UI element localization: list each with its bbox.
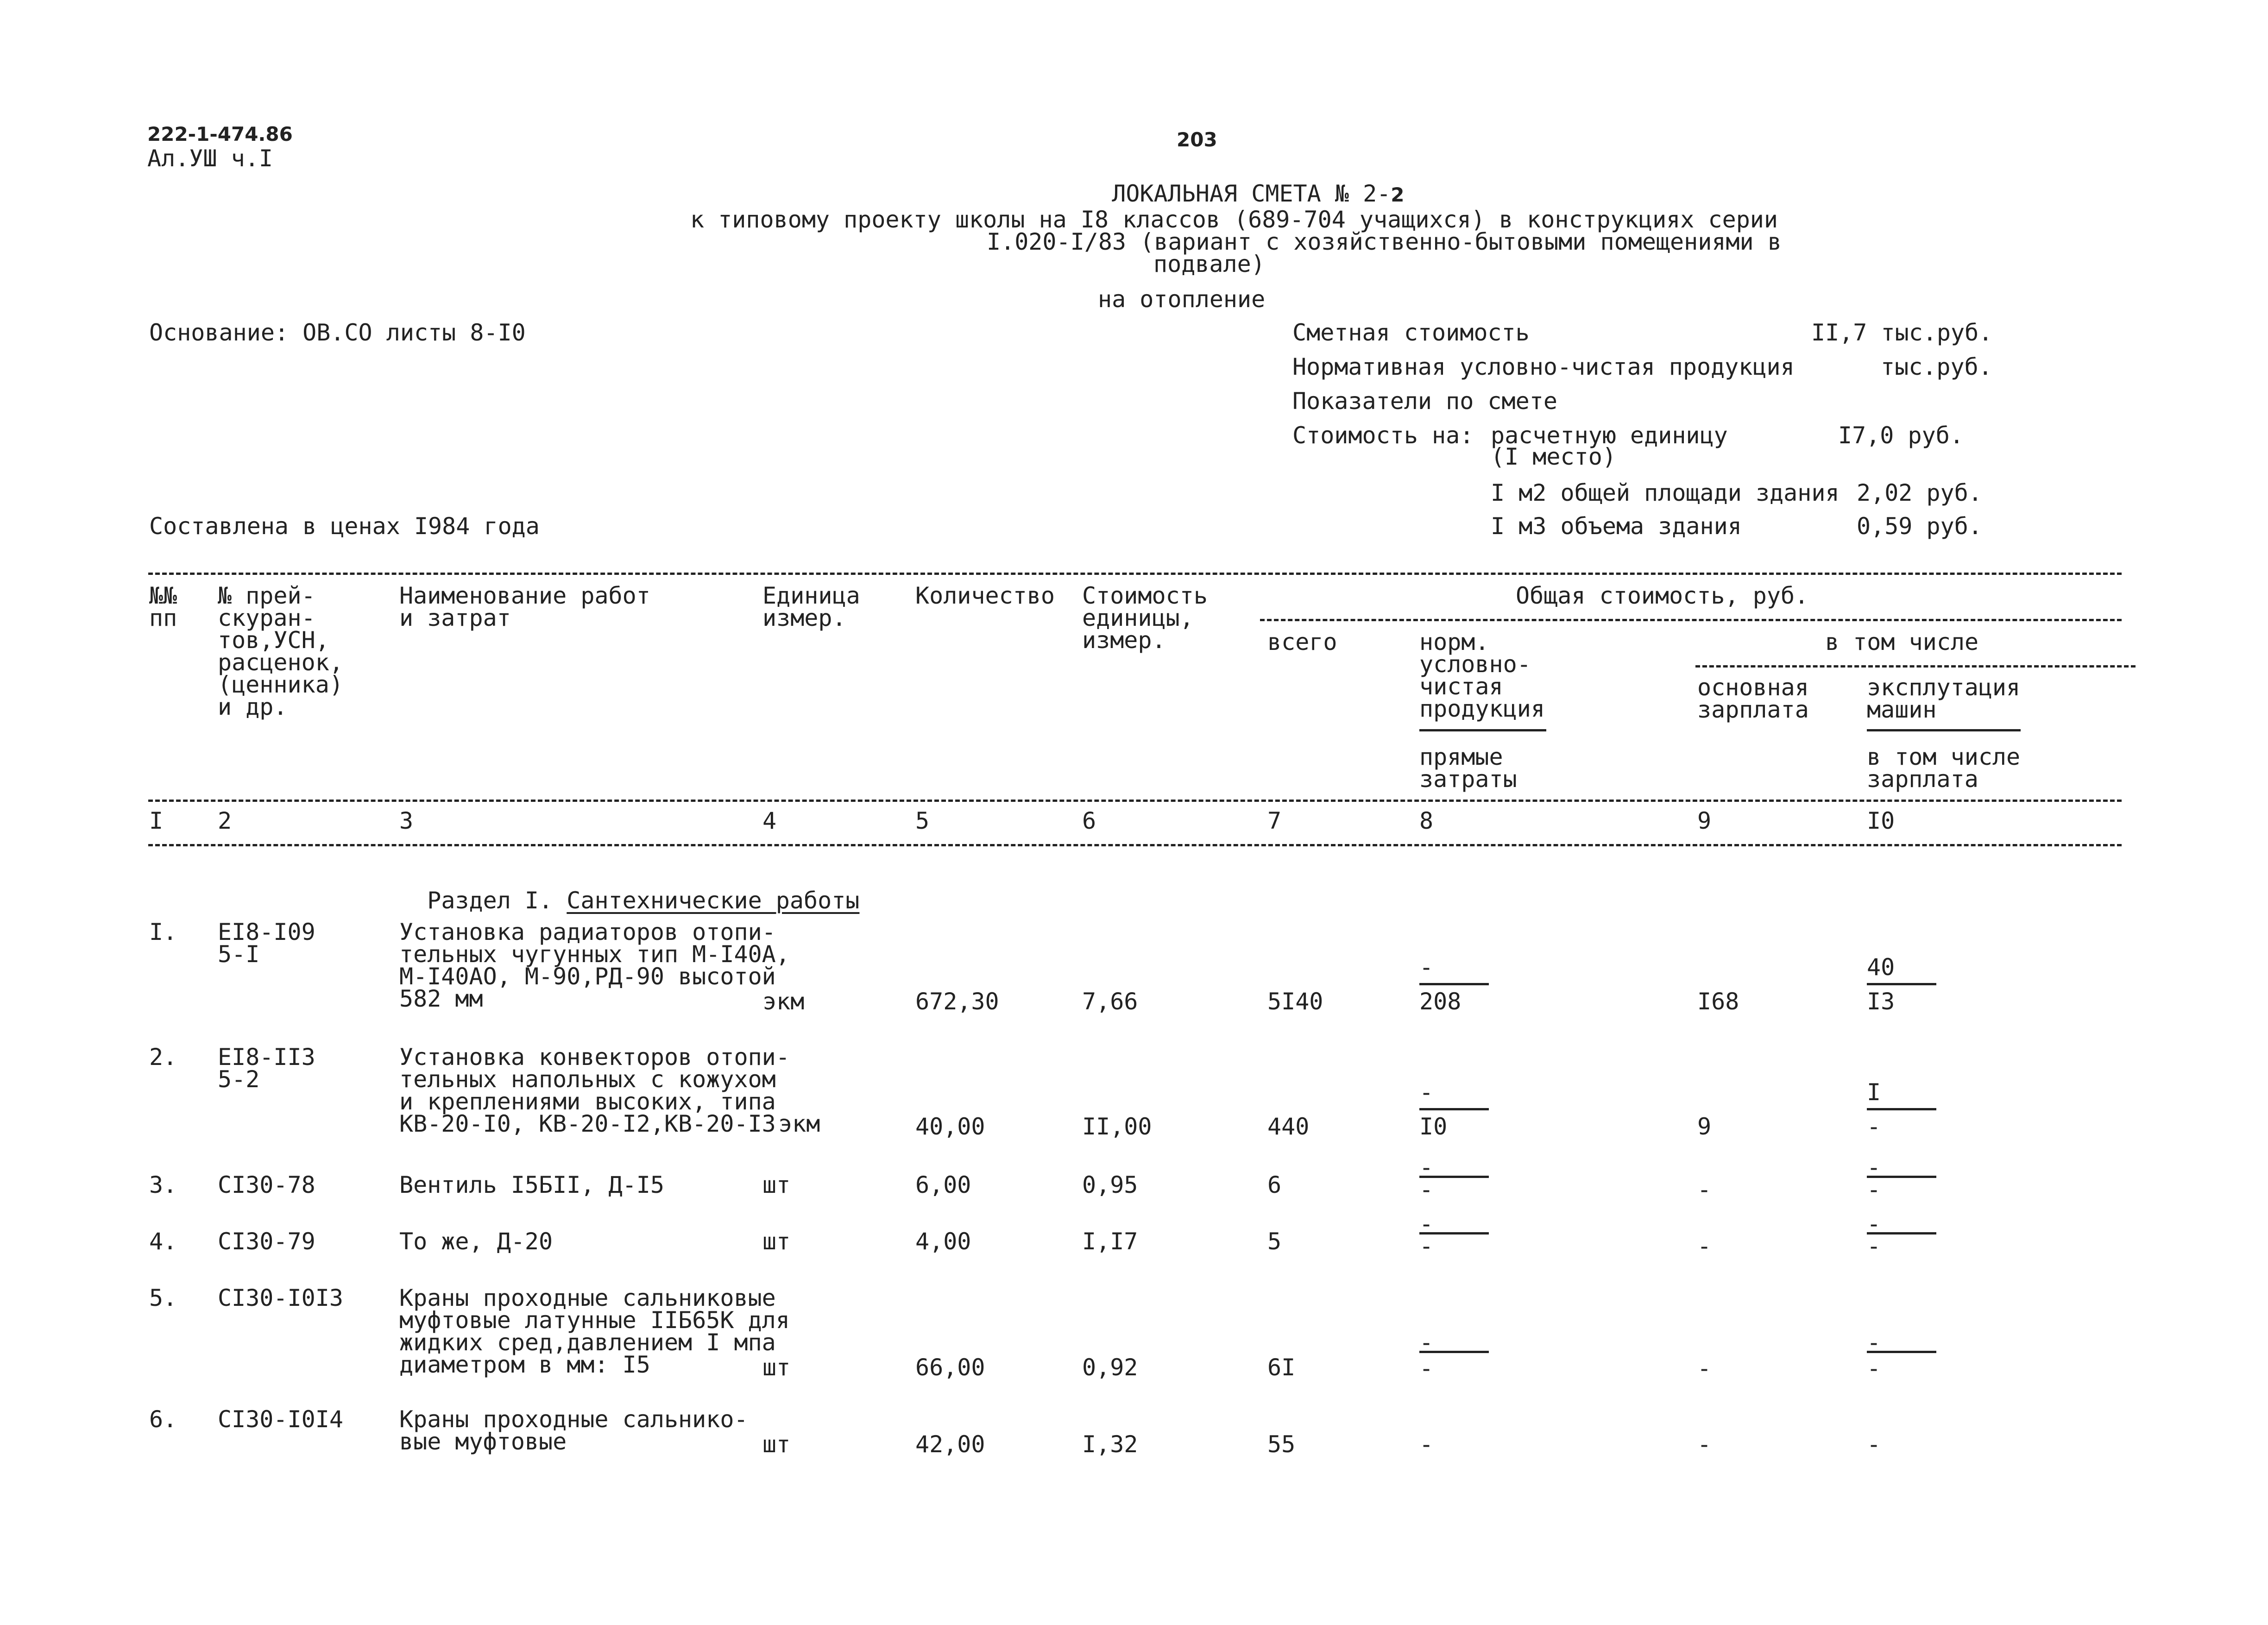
header-machine-rule	[1867, 729, 2021, 731]
row-quantity: 66,00	[915, 1354, 985, 1381]
included-rule	[1695, 665, 2136, 668]
row-base-salary: -	[1697, 1233, 1712, 1260]
header-included: в том числе	[1825, 629, 1979, 655]
page-title-prefix: ЛОКАЛЬНАЯ СМЕТА № 2-	[1112, 180, 1391, 207]
header-unit: Единица измер.	[762, 582, 860, 631]
column-number: 9	[1697, 807, 1712, 834]
row-unit: шт	[762, 1228, 791, 1255]
row-quantity: 42,00	[915, 1431, 985, 1458]
row-name: Краны проходные сальниковые муфтовые латунные IIБ65К для жидких сред,давлением I мпа диаметром в мм: I5	[399, 1285, 790, 1378]
row-unit: экм	[762, 988, 805, 1015]
row-base-salary: -	[1697, 1355, 1712, 1382]
row-name: Установка конвекторов отопи- тельных напольных с кожухом и креплениями высоких, типа КВ-20-I0, КВ-20-I2,КВ-20-I3	[399, 1044, 790, 1137]
section-prefix: Раздел I.	[427, 887, 567, 914]
album-label: Ал.УШ ч.I	[147, 145, 273, 172]
indicators-label: Показатели по смете	[1292, 388, 1557, 415]
total-cost-rule	[1260, 619, 2122, 621]
normative-label: Нормативная условно-чистая продукция	[1292, 353, 1795, 380]
row-unit-price: 0,92	[1082, 1354, 1138, 1381]
column-number: 2	[218, 807, 232, 834]
column-number: 3	[399, 807, 414, 834]
row-quantity: 6,00	[915, 1172, 971, 1198]
header-quantity: Количество	[915, 582, 1055, 609]
column-number: 5	[915, 807, 930, 834]
row-unit-price: II,00	[1082, 1113, 1152, 1140]
estimated-cost-label: Сметная стоимость	[1292, 319, 1530, 346]
columns-bottom-rule	[148, 800, 2122, 802]
column-number: I	[149, 807, 164, 834]
fraction-line	[1867, 1351, 1936, 1353]
row-quantity: 40,00	[915, 1113, 985, 1140]
row-number: 5.	[149, 1285, 177, 1311]
row-number: 6.	[149, 1406, 177, 1433]
row-normative: -	[1419, 1329, 1434, 1356]
row-number: 2.	[149, 1044, 177, 1071]
basis-text: Основание: ОВ.СО листы 8-I0	[149, 319, 526, 346]
row-name: Вентиль I5БII, Д-I5	[399, 1172, 664, 1198]
row-total: 440	[1267, 1113, 1310, 1140]
row-direct-costs: -	[1419, 1233, 1434, 1260]
row-machine-operation: -	[1867, 1431, 1881, 1458]
row-base-salary: 9	[1697, 1113, 1712, 1140]
unit-value: I7,0 руб.	[1838, 422, 1964, 449]
row-code: CI30-I0I3	[218, 1285, 343, 1311]
column-number: I0	[1867, 807, 1895, 834]
row-name: Установка радиаторов отопи- тельных чугунных тип М-I40А, М-I40АО, М-90,РД-90 высотой 582 мм	[399, 919, 790, 1012]
row-unit-price: I,I7	[1082, 1228, 1138, 1255]
row-code: CI30-78	[218, 1172, 315, 1198]
unit-label: расчетную единицу	[1491, 422, 1728, 449]
row-unit-price: I,32	[1082, 1431, 1138, 1458]
row-direct-costs: -	[1419, 1176, 1434, 1203]
row-quantity: 672,30	[915, 988, 999, 1015]
row-normative: -	[1419, 1431, 1434, 1458]
row-machine-salary: -	[1867, 1233, 1881, 1260]
header-row-number: №№ пп	[149, 582, 177, 631]
row-normative: -	[1419, 1210, 1434, 1237]
header-unit-cost: Стоимость единицы, измер.	[1082, 582, 1208, 654]
fraction-line	[1419, 983, 1489, 985]
estimate-purpose: на отопление	[1098, 286, 1266, 313]
page-title	[1084, 160, 1405, 206]
row-number: 4.	[149, 1228, 177, 1255]
document-code: 222-1-474.86	[147, 123, 293, 145]
subtitle-line-1: к типовому проекту школы на I8 классов (689-704 учащихся) в конструкциях серии	[690, 206, 1778, 233]
row-base-salary: I68	[1697, 988, 1739, 1015]
fraction-line	[1419, 1351, 1489, 1353]
row-total: 55	[1267, 1431, 1296, 1458]
row-normative: -	[1419, 1154, 1434, 1181]
row-number: 3.	[149, 1172, 177, 1198]
column-numbers-rule	[148, 844, 2122, 846]
row-total: 5	[1267, 1228, 1282, 1255]
unit-sub-label: (I место)	[1491, 443, 1616, 470]
column-number: 8	[1419, 807, 1434, 834]
row-base-salary: -	[1697, 1176, 1712, 1203]
row-total: 6I	[1267, 1354, 1296, 1381]
header-total-cost: Общая стоимость, руб.	[1516, 582, 1809, 609]
header-machine-operation: эксплутация машин	[1867, 674, 2021, 723]
row-name: То же, Д-20	[399, 1228, 553, 1255]
subtitle-line-3: подвале)	[1153, 251, 1265, 277]
section-name: Сантехнические работы	[567, 887, 860, 914]
header-direct-costs: прямые затраты	[1419, 743, 1517, 793]
row-unit: экм	[778, 1110, 820, 1137]
row-machine-salary: -	[1867, 1176, 1881, 1203]
volume-value: 0,59 руб.	[1857, 513, 1982, 540]
row-code: CI30-I0I4	[218, 1406, 343, 1433]
section-title	[399, 867, 859, 912]
header-total: всего	[1267, 629, 1337, 655]
normative-value: тыс.руб.	[1881, 353, 1992, 380]
column-number: 7	[1267, 807, 1282, 834]
row-machine-salary: -	[1867, 1355, 1881, 1382]
subtitle-line-2: I.020-I/83 (вариант с хозяйственно-бытовыми помещениями в	[987, 228, 1782, 255]
row-unit: шт	[762, 1172, 791, 1198]
row-total: 6	[1267, 1172, 1282, 1198]
row-base-salary: -	[1697, 1431, 1712, 1458]
header-incl-salary: в том числе зарплата	[1867, 743, 2021, 793]
estimated-cost-value: II,7 тыс.руб.	[1811, 319, 1993, 346]
row-normative: -	[1419, 1079, 1434, 1106]
fraction-line	[1867, 1108, 1936, 1110]
row-code: EI8-I09 5-I	[218, 919, 315, 968]
header-base-salary: основная зарплата	[1697, 674, 1809, 723]
volume-label: I м3 объема здания	[1491, 513, 1742, 540]
page-title-number: 2	[1391, 183, 1405, 206]
prices-text: Составлена в ценах I984 года	[149, 513, 540, 540]
row-direct-costs: -	[1419, 1355, 1434, 1382]
row-machine-salary: -	[1867, 1113, 1881, 1140]
row-quantity: 4,00	[915, 1228, 971, 1255]
row-total: 5I40	[1267, 988, 1323, 1015]
row-code: EI8-II3 5-2	[218, 1044, 315, 1093]
row-unit-price: 7,66	[1082, 988, 1138, 1015]
cost-per-label: Стоимость на:	[1292, 422, 1474, 449]
header-price-list: № прей- скуран- тов,УСН, расценок, (ценника) и др.	[218, 582, 343, 720]
row-machine-operation: 40	[1867, 954, 1895, 981]
column-number: 6	[1082, 807, 1096, 834]
table-top-rule	[148, 573, 2122, 575]
area-label: I м2 общей площади здания	[1491, 479, 1840, 506]
column-number: 4	[762, 807, 777, 834]
row-number: I.	[149, 919, 177, 945]
row-machine-operation: -	[1867, 1210, 1881, 1237]
row-normative: -	[1419, 954, 1434, 981]
fraction-line	[1867, 983, 1936, 985]
row-unit: шт	[762, 1354, 791, 1381]
header-normative: норм. условно- чистая продукция	[1419, 629, 1545, 722]
header-work-name: Наименование работ и затрат	[399, 582, 650, 631]
row-machine-operation: -	[1867, 1154, 1881, 1181]
row-machine-salary: I3	[1867, 988, 1895, 1015]
page-number: 203	[1177, 128, 1217, 151]
area-value: 2,02 руб.	[1857, 479, 1982, 506]
row-code: CI30-79	[218, 1228, 315, 1255]
row-unit: шт	[762, 1431, 791, 1458]
fraction-line	[1419, 1108, 1489, 1110]
header-normative-rule	[1419, 729, 1546, 731]
row-name: Краны проходные сальнико- вые муфтовые	[399, 1406, 748, 1455]
row-direct-costs: I0	[1419, 1113, 1448, 1140]
row-direct-costs: 208	[1419, 988, 1462, 1015]
row-machine-operation: I	[1867, 1079, 1881, 1106]
row-unit-price: 0,95	[1082, 1172, 1138, 1198]
row-machine-operation: -	[1867, 1329, 1881, 1356]
